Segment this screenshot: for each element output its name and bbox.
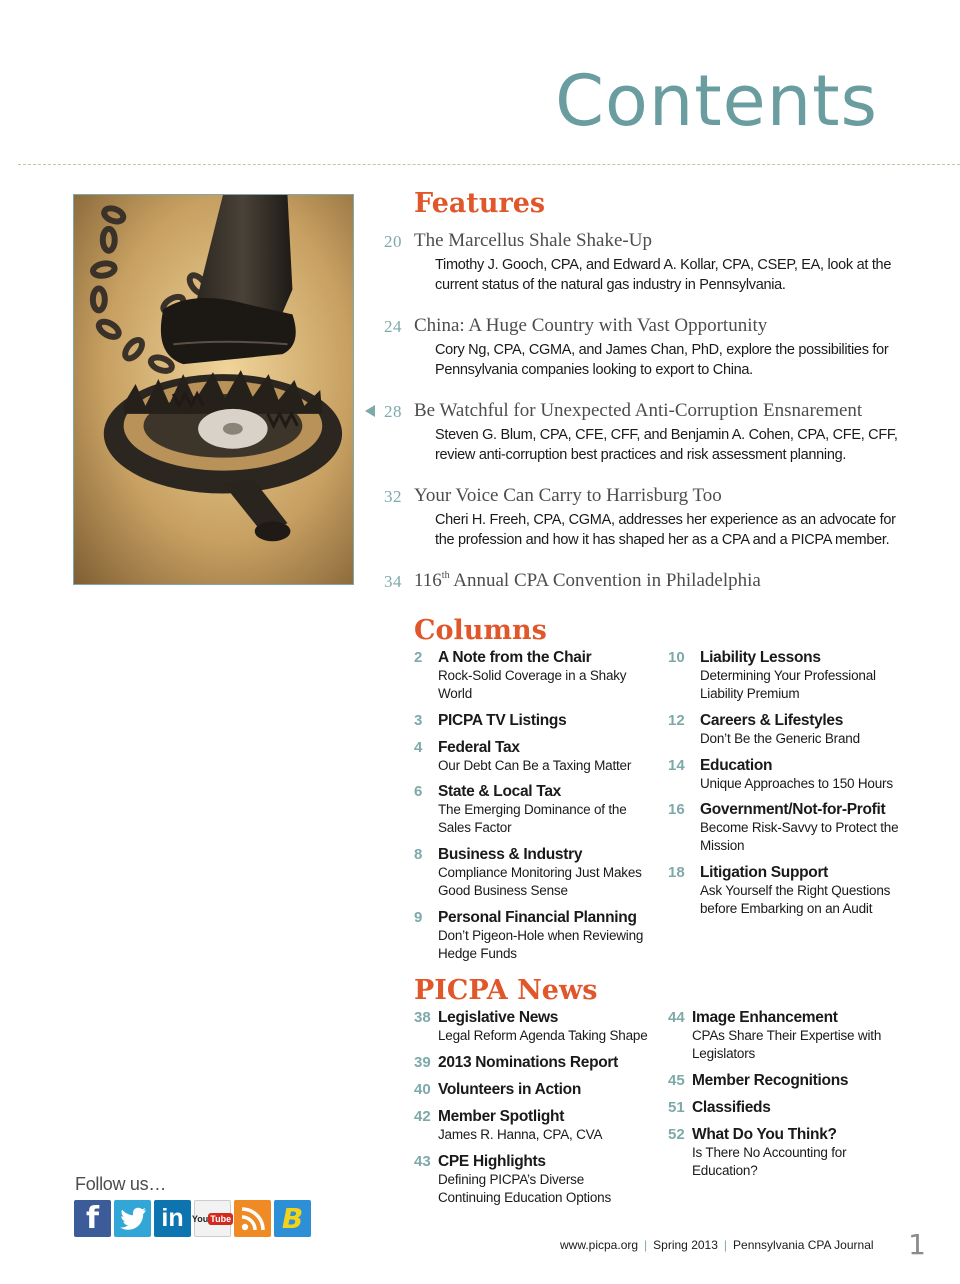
column-page-number: 18 [668,864,685,881]
news-name: Volunteers in Action [438,1081,581,1098]
news-page-number: 44 [668,1009,685,1026]
column-item[interactable] [414,648,664,703]
section-heading-features: Features [414,188,546,219]
feature-title: 116th Annual CPA Convention in Philadelphia [414,570,761,591]
footer-separator: | [644,1238,648,1252]
news-item[interactable] [414,1053,664,1072]
column-subtitle: Determining Your Professional [700,668,876,683]
news-item[interactable] [414,1152,664,1207]
bear-trap-illustration [74,195,353,584]
dashed-divider [18,164,960,165]
news-subtitle: CPAs Share Their Expertise with [692,1028,882,1043]
column-page-number: 16 [668,801,685,818]
news-page-number: 51 [668,1099,685,1116]
page-footer [560,1238,874,1252]
feature-item[interactable] [365,315,925,380]
feature-title: Your Voice Can Carry to Harrisburg Too [414,485,722,506]
left-arrow-icon [365,405,375,417]
feature-description: Timothy J. Gooch, CPA, and Edward A. Kollar, CPA, CSEP, EA, look at the current status of the natural gas industry in Pennsylvania. [435,257,892,293]
news-name: Member Recognitions [692,1072,849,1089]
news-item[interactable] [668,1098,908,1117]
column-page-number: 6 [414,783,423,800]
footer-journal: Pennsylvania CPA Journal [733,1238,874,1252]
column-name: PICPA TV Listings [438,712,567,729]
news-subtitle: Is There No Accounting for [692,1145,847,1160]
blog-icon[interactable]: B [274,1200,311,1237]
column-name: Litigation Support [700,864,829,881]
feature-page-number: 28 [384,402,402,421]
column-subtitle: World [438,686,473,701]
column-page-number: 14 [668,757,685,774]
news-page-number: 43 [414,1153,431,1170]
column-name: State & Local Tax [438,783,561,800]
news-subtitle: Education? [692,1163,758,1178]
column-item[interactable] [668,711,908,748]
news-subtitle: Legislators [692,1046,756,1061]
news-item[interactable] [668,1071,908,1090]
facebook-icon[interactable]: f [74,1200,111,1237]
column-page-number: 8 [414,846,423,863]
news-page-number: 45 [668,1072,685,1089]
feature-description: Cheri H. Freeh, CPA, CGMA, addresses her experience as an advocate for the profession and how it has shaped her as a CPA and a PICPA member. [435,512,896,548]
column-subtitle: before Embarking on an Audit [700,901,873,916]
news-item[interactable] [668,1125,908,1180]
column-subtitle: Don’t Pigeon-Hole when Reviewing [438,928,644,943]
column-item[interactable] [414,711,664,730]
news-name: Classifieds [692,1099,771,1116]
column-page-number: 9 [414,909,423,926]
news-subtitle: Continuing Education Options [438,1190,612,1205]
feature-item[interactable] [365,485,925,550]
column-name: A Note from the Chair [438,649,592,666]
column-name: Education [700,757,773,774]
section-heading-columns: Columns [414,615,547,646]
news-page-number: 40 [414,1081,431,1098]
news-name: Image Enhancement [692,1009,838,1026]
column-name: Careers & Lifestyles [700,712,844,729]
feature-title: Be Watchful for Unexpected Anti-Corruption Ensnarement [414,400,863,421]
column-item[interactable] [414,738,664,775]
footer-separator: | [723,1238,728,1252]
news-page-number: 42 [414,1108,431,1125]
news-page-number: 38 [414,1009,431,1026]
column-subtitle: Sales Factor [438,820,512,835]
news-item[interactable] [414,1080,664,1099]
follow-us-label: Follow us… [75,1174,167,1194]
news-name: Member Spotlight [438,1108,565,1125]
column-name: Personal Financial Planning [438,909,637,926]
footer-url[interactable]: www.picpa.org [560,1238,639,1252]
feature-page-number: 20 [384,232,402,251]
page-title: Contents [555,60,878,142]
column-subtitle: Don’t Be the Generic Brand [700,731,860,746]
column-item[interactable] [414,845,664,900]
column-item[interactable] [414,908,664,963]
column-name: Liability Lessons [700,649,821,666]
column-subtitle: Good Business Sense [438,883,568,898]
footer-issue: Spring 2013 [653,1238,718,1252]
column-item[interactable] [668,756,908,793]
news-item[interactable] [668,1008,908,1063]
feature-page-number: 24 [384,317,402,336]
news-item[interactable] [414,1107,664,1144]
news-page-number: 52 [668,1126,685,1143]
column-subtitle: Mission [700,838,745,853]
column-subtitle: Our Debt Can Be a Taxing Matter [438,758,632,773]
column-subtitle: Hedge Funds [438,946,517,961]
column-subtitle: Liability Premium [700,686,800,701]
news-subtitle: Legal Reform Agenda Taking Shape [438,1028,648,1043]
column-item[interactable] [668,863,908,918]
twitter-icon[interactable] [114,1200,151,1237]
column-item[interactable] [668,648,908,703]
feature-item[interactable] [365,400,925,465]
column-subtitle: Unique Approaches to 150 Hours [700,776,893,791]
column-subtitle: Rock-Solid Coverage in a Shaky [438,668,627,683]
rss-icon[interactable] [234,1200,271,1237]
column-page-number: 12 [668,712,685,729]
column-page-number: 3 [414,712,423,729]
linkedin-icon[interactable]: in [154,1200,191,1237]
news-name: What Do You Think? [692,1126,837,1143]
feature-page-number: 34 [384,572,402,591]
feature-photo-bear-trap [73,194,354,585]
column-subtitle: The Emerging Dominance of the [438,802,627,817]
column-name: Business & Industry [438,846,583,863]
feature-item[interactable] [365,230,925,295]
feature-page-number: 32 [384,487,402,506]
page-number: 1 [908,1228,926,1261]
feature-title: The Marcellus Shale Shake-Up [414,230,652,251]
column-name: Federal Tax [438,739,520,756]
news-subtitle: Defining PICPA’s Diverse [438,1172,585,1187]
feature-item[interactable] [365,570,925,594]
youtube-icon[interactable]: You Tube [194,1200,231,1237]
column-item[interactable] [668,800,908,855]
column-subtitle: Ask Yourself the Right Questions [700,883,891,898]
column-page-number: 10 [668,649,685,666]
social-icons [74,1200,311,1237]
news-name: Legislative News [438,1009,559,1026]
news-item[interactable] [414,1008,664,1045]
news-name: CPE Highlights [438,1153,546,1170]
column-name: Government/Not-for-Profit [700,801,886,818]
column-item[interactable] [414,782,664,837]
feature-title: China: A Huge Country with Vast Opportunity [414,315,768,336]
column-subtitle: Become Risk-Savvy to Protect the [700,820,899,835]
column-subtitle: Compliance Monitoring Just Makes [438,865,642,880]
column-page-number: 2 [414,649,423,666]
feature-description: Steven G. Blum, CPA, CFE, CFF, and Benjamin A. Cohen, CPA, CFE, CFF, review anti-corruption best practices and risk assessment planning. [435,427,898,463]
section-heading-picpa-news: PICPA News [414,975,598,1006]
feature-description: Cory Ng, CPA, CGMA, and James Chan, PhD, explore the possibilities for Pennsylvania companies looking to export to China. [435,342,889,378]
news-name: 2013 Nominations Report [438,1054,619,1071]
column-page-number: 4 [414,739,423,756]
news-subtitle: James R. Hanna, CPA, CVA [438,1127,603,1142]
news-page-number: 39 [414,1054,431,1071]
